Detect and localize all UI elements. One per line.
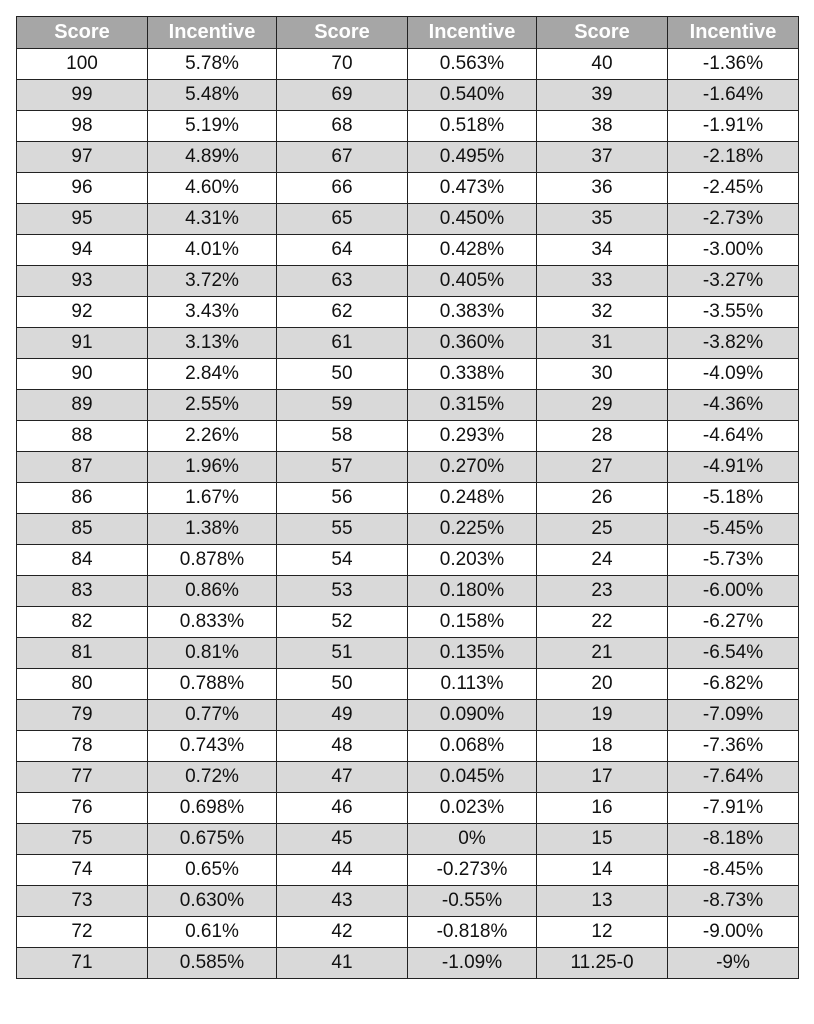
table-row	[17, 855, 799, 886]
score-cell: 49	[277, 700, 408, 731]
score-cell: 92	[17, 297, 148, 328]
score-cell: 68	[277, 111, 408, 142]
header-score-1: Score	[17, 17, 148, 49]
table-row	[17, 483, 799, 514]
incentive-cell: -3.82%	[668, 328, 799, 359]
score-cell: 75	[17, 824, 148, 855]
header-row	[17, 17, 799, 49]
score-cell: 21	[537, 638, 668, 669]
incentive-cell: 3.13%	[148, 328, 277, 359]
table-row	[17, 638, 799, 669]
incentive-cell: -1.91%	[668, 111, 799, 142]
table-row	[17, 49, 799, 80]
incentive-cell: 0.113%	[408, 669, 537, 700]
incentive-cell: -7.36%	[668, 731, 799, 762]
score-cell: 25	[537, 514, 668, 545]
score-cell: 62	[277, 297, 408, 328]
table-row	[17, 731, 799, 762]
score-cell: 88	[17, 421, 148, 452]
incentive-cell: -6.00%	[668, 576, 799, 607]
incentive-cell: 0.743%	[148, 731, 277, 762]
incentive-cell: 0.563%	[408, 49, 537, 80]
score-cell: 50	[277, 359, 408, 390]
incentive-cell: 0.61%	[148, 917, 277, 948]
score-cell: 51	[277, 638, 408, 669]
table-row	[17, 824, 799, 855]
score-cell: 26	[537, 483, 668, 514]
table-row	[17, 266, 799, 297]
score-cell: 63	[277, 266, 408, 297]
table-row	[17, 669, 799, 700]
incentive-cell: 0.023%	[408, 793, 537, 824]
score-cell: 34	[537, 235, 668, 266]
score-cell: 85	[17, 514, 148, 545]
header-incentive-3: Incentive	[668, 17, 799, 49]
score-cell: 67	[277, 142, 408, 173]
score-cell: 15	[537, 824, 668, 855]
score-cell: 86	[17, 483, 148, 514]
score-cell: 52	[277, 607, 408, 638]
incentive-cell: -9.00%	[668, 917, 799, 948]
score-cell: 56	[277, 483, 408, 514]
incentive-cell: 2.84%	[148, 359, 277, 390]
score-cell: 83	[17, 576, 148, 607]
score-cell: 82	[17, 607, 148, 638]
score-cell: 73	[17, 886, 148, 917]
incentive-cell: 0%	[408, 824, 537, 855]
incentive-cell: -3.00%	[668, 235, 799, 266]
incentive-cell: -0.818%	[408, 917, 537, 948]
header-incentive-1: Incentive	[148, 17, 277, 49]
table-row	[17, 700, 799, 731]
table-row	[17, 359, 799, 390]
score-cell: 13	[537, 886, 668, 917]
incentive-cell: 0.65%	[148, 855, 277, 886]
incentive-cell: -1.36%	[668, 49, 799, 80]
incentive-cell: 2.26%	[148, 421, 277, 452]
incentive-cell: 0.068%	[408, 731, 537, 762]
incentive-cell: -4.09%	[668, 359, 799, 390]
score-cell: 78	[17, 731, 148, 762]
table-row	[17, 793, 799, 824]
incentive-cell: 0.81%	[148, 638, 277, 669]
incentive-cell: -1.09%	[408, 948, 537, 979]
incentive-cell: -3.27%	[668, 266, 799, 297]
table-row	[17, 576, 799, 607]
score-cell: 95	[17, 204, 148, 235]
score-cell: 80	[17, 669, 148, 700]
score-cell: 74	[17, 855, 148, 886]
score-cell: 81	[17, 638, 148, 669]
incentive-cell: 0.203%	[408, 545, 537, 576]
score-cell: 35	[537, 204, 668, 235]
incentive-cell: 0.405%	[408, 266, 537, 297]
score-cell: 54	[277, 545, 408, 576]
table-row	[17, 390, 799, 421]
score-cell: 97	[17, 142, 148, 173]
score-cell: 84	[17, 545, 148, 576]
score-cell: 43	[277, 886, 408, 917]
table-row	[17, 80, 799, 111]
incentive-cell: 0.045%	[408, 762, 537, 793]
incentive-cell: -6.82%	[668, 669, 799, 700]
score-cell: 99	[17, 80, 148, 111]
table-row	[17, 421, 799, 452]
score-cell: 30	[537, 359, 668, 390]
incentive-cell: -8.18%	[668, 824, 799, 855]
incentive-cell: 2.55%	[148, 390, 277, 421]
incentive-cell: -5.18%	[668, 483, 799, 514]
incentive-cell: 0.878%	[148, 545, 277, 576]
table-row	[17, 917, 799, 948]
header-score-2: Score	[277, 17, 408, 49]
score-cell: 36	[537, 173, 668, 204]
incentive-cell: 0.135%	[408, 638, 537, 669]
score-cell: 77	[17, 762, 148, 793]
incentive-cell: 0.360%	[408, 328, 537, 359]
incentive-cell: 0.293%	[408, 421, 537, 452]
incentive-cell: 0.86%	[148, 576, 277, 607]
incentive-cell: -2.45%	[668, 173, 799, 204]
incentive-cell: 1.38%	[148, 514, 277, 545]
incentive-cell: 0.428%	[408, 235, 537, 266]
score-cell: 93	[17, 266, 148, 297]
score-cell: 31	[537, 328, 668, 359]
score-cell: 50	[277, 669, 408, 700]
score-cell: 61	[277, 328, 408, 359]
score-cell: 70	[277, 49, 408, 80]
score-cell: 53	[277, 576, 408, 607]
score-cell: 41	[277, 948, 408, 979]
incentive-cell: 4.01%	[148, 235, 277, 266]
table-row	[17, 173, 799, 204]
incentive-cell: -7.91%	[668, 793, 799, 824]
incentive-cell: 0.585%	[148, 948, 277, 979]
incentive-cell: 0.315%	[408, 390, 537, 421]
score-cell: 24	[537, 545, 668, 576]
incentive-cell: -4.64%	[668, 421, 799, 452]
incentive-cell: -2.73%	[668, 204, 799, 235]
incentive-cell: 0.338%	[408, 359, 537, 390]
score-cell: 58	[277, 421, 408, 452]
score-cell: 18	[537, 731, 668, 762]
incentive-cell: 0.180%	[408, 576, 537, 607]
score-cell: 12	[537, 917, 668, 948]
table-row	[17, 452, 799, 483]
score-cell: 87	[17, 452, 148, 483]
table-row	[17, 607, 799, 638]
score-cell: 29	[537, 390, 668, 421]
score-cell: 72	[17, 917, 148, 948]
score-cell: 14	[537, 855, 668, 886]
score-cell: 16	[537, 793, 668, 824]
score-cell: 96	[17, 173, 148, 204]
score-cell: 40	[537, 49, 668, 80]
table-row	[17, 545, 799, 576]
score-cell: 79	[17, 700, 148, 731]
incentive-cell: 0.158%	[408, 607, 537, 638]
score-cell: 38	[537, 111, 668, 142]
score-cell: 28	[537, 421, 668, 452]
score-cell: 59	[277, 390, 408, 421]
score-cell: 94	[17, 235, 148, 266]
incentive-cell: 0.630%	[148, 886, 277, 917]
incentive-cell: 0.090%	[408, 700, 537, 731]
score-cell: 39	[537, 80, 668, 111]
score-cell: 19	[537, 700, 668, 731]
table-row	[17, 886, 799, 917]
header-incentive-2: Incentive	[408, 17, 537, 49]
table-row	[17, 235, 799, 266]
table-row	[17, 142, 799, 173]
score-cell: 48	[277, 731, 408, 762]
table-row	[17, 948, 799, 979]
incentive-cell: -1.64%	[668, 80, 799, 111]
table-row	[17, 297, 799, 328]
table-row	[17, 514, 799, 545]
incentive-cell: 5.48%	[148, 80, 277, 111]
incentive-cell: 1.67%	[148, 483, 277, 514]
incentive-cell: 0.698%	[148, 793, 277, 824]
incentive-cell: 0.225%	[408, 514, 537, 545]
score-cell: 76	[17, 793, 148, 824]
incentive-cell: -7.64%	[668, 762, 799, 793]
incentive-cell: -4.36%	[668, 390, 799, 421]
score-cell: 20	[537, 669, 668, 700]
incentive-cell: 0.540%	[408, 80, 537, 111]
score-cell: 65	[277, 204, 408, 235]
score-cell: 46	[277, 793, 408, 824]
incentive-cell: -8.45%	[668, 855, 799, 886]
incentive-cell: 4.31%	[148, 204, 277, 235]
score-cell: 22	[537, 607, 668, 638]
incentive-cell: 0.72%	[148, 762, 277, 793]
score-cell: 27	[537, 452, 668, 483]
table-row	[17, 204, 799, 235]
incentive-cell: -6.54%	[668, 638, 799, 669]
incentive-cell: 0.833%	[148, 607, 277, 638]
score-cell: 69	[277, 80, 408, 111]
score-cell: 45	[277, 824, 408, 855]
incentive-cell: 0.788%	[148, 669, 277, 700]
incentive-cell: 0.495%	[408, 142, 537, 173]
header-score-3: Score	[537, 17, 668, 49]
incentive-cell: 0.473%	[408, 173, 537, 204]
incentive-cell: -4.91%	[668, 452, 799, 483]
table-row	[17, 762, 799, 793]
incentive-cell: -9%	[668, 948, 799, 979]
incentive-cell: 5.78%	[148, 49, 277, 80]
score-cell: 90	[17, 359, 148, 390]
incentive-cell: -6.27%	[668, 607, 799, 638]
incentive-cell: -0.273%	[408, 855, 537, 886]
incentive-cell: 3.43%	[148, 297, 277, 328]
incentive-cell: -3.55%	[668, 297, 799, 328]
table-row	[17, 328, 799, 359]
incentive-cell: -2.18%	[668, 142, 799, 173]
incentive-cell: 0.248%	[408, 483, 537, 514]
incentive-cell: -5.73%	[668, 545, 799, 576]
incentive-cell: 3.72%	[148, 266, 277, 297]
incentive-cell: 4.60%	[148, 173, 277, 204]
incentive-cell: 1.96%	[148, 452, 277, 483]
incentive-cell: 4.89%	[148, 142, 277, 173]
score-cell: 64	[277, 235, 408, 266]
score-cell: 37	[537, 142, 668, 173]
score-cell: 44	[277, 855, 408, 886]
score-cell: 71	[17, 948, 148, 979]
incentive-cell: -7.09%	[668, 700, 799, 731]
score-cell: 57	[277, 452, 408, 483]
score-cell: 89	[17, 390, 148, 421]
table-body	[17, 49, 799, 979]
incentive-cell: 0.675%	[148, 824, 277, 855]
incentive-cell: 5.19%	[148, 111, 277, 142]
score-cell: 55	[277, 514, 408, 545]
score-cell: 33	[537, 266, 668, 297]
score-incentive-table	[16, 16, 799, 979]
incentive-cell: 0.518%	[408, 111, 537, 142]
score-cell: 66	[277, 173, 408, 204]
incentive-cell: -0.55%	[408, 886, 537, 917]
incentive-cell: 0.450%	[408, 204, 537, 235]
score-cell: 32	[537, 297, 668, 328]
incentive-cell: 0.270%	[408, 452, 537, 483]
incentive-cell: 0.383%	[408, 297, 537, 328]
score-cell: 100	[17, 49, 148, 80]
score-cell: 47	[277, 762, 408, 793]
table-row	[17, 111, 799, 142]
score-cell: 17	[537, 762, 668, 793]
incentive-cell: -5.45%	[668, 514, 799, 545]
score-cell: 42	[277, 917, 408, 948]
score-cell: 98	[17, 111, 148, 142]
score-cell: 11.25-0	[537, 948, 668, 979]
incentive-cell: -8.73%	[668, 886, 799, 917]
score-cell: 91	[17, 328, 148, 359]
incentive-cell: 0.77%	[148, 700, 277, 731]
score-cell: 23	[537, 576, 668, 607]
